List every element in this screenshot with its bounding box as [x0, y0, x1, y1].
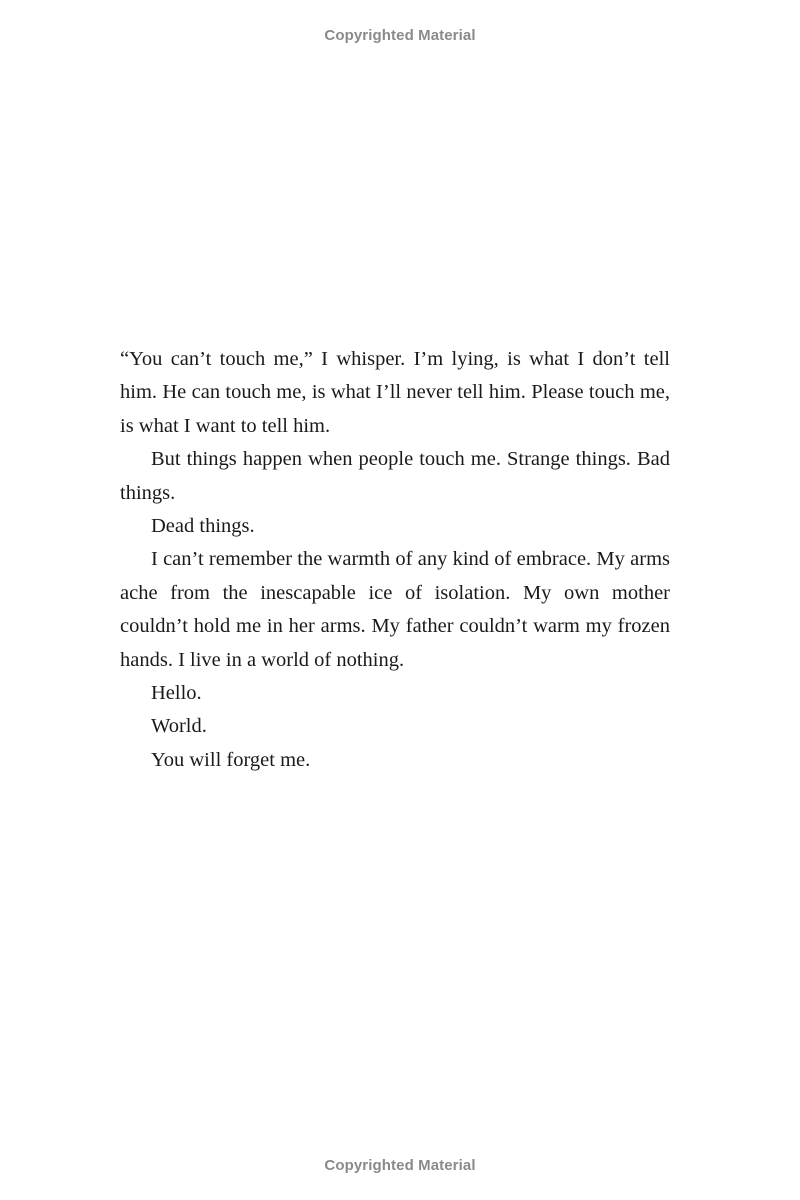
paragraph-5: Hello. — [151, 682, 202, 705]
paragraph-1: “You can’t touch me,” I whisper. I’m lying, is what I don’t tell him. He can touch me, is what I’ll never tell him. Please touch me, is what I want to tell him. — [120, 348, 670, 437]
paragraph-3: Dead things. — [151, 515, 255, 538]
page-body-text — [120, 343, 670, 777]
copyright-watermark-bottom: Copyrighted Material — [324, 1157, 476, 1174]
paragraph-7: You will forget me. — [151, 748, 311, 771]
copyright-watermark-top: Copyrighted Material — [324, 27, 476, 44]
paragraph-2: But things happen when people touch me. Strange things. Bad things. — [120, 448, 670, 504]
paragraph-4: I can’t remember the warmth of any kind of embrace. My arms ache from the inescapable ice of isolation. My own mother couldn’t hold me in her arms. My father couldn’t warm my frozen hands. I live in a world of nothing. — [120, 548, 670, 671]
paragraph-6: World. — [151, 715, 207, 738]
